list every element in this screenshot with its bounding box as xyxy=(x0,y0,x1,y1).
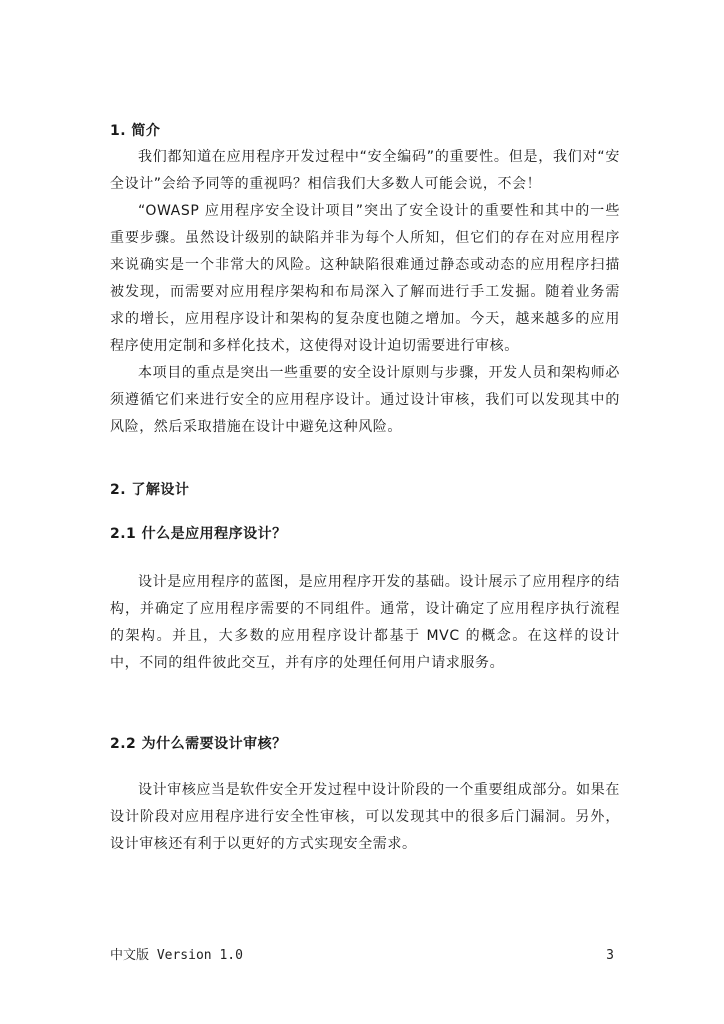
section-heading-understand-design: 2. 了解设计 xyxy=(110,482,190,498)
footer-version: 中文版 Version 1.0 xyxy=(110,948,243,963)
why-review-paragraph: 设计审核应当是软件安全开发过程中设计阶段的一个重要组成部分。如果在设计阶段对应用程序进行安全性审核，可以发现其中的很多后门漏洞。另外，设计审核还有利于以更好的方式实现安全需求。 xyxy=(110,782,620,852)
page-number: 3 xyxy=(606,948,614,963)
intro-paragraph-1: 我们都知道在应用程序开发过程中“安全编码”的重要性。但是，我们对“安全设计”会给予同等的重视吗？相信我们大多数人可能会说，不会！ xyxy=(110,149,620,192)
section-heading-intro: 1. 简介 xyxy=(110,123,161,139)
page-footer xyxy=(110,946,614,966)
subsection-heading-what-is-design: 2.1 什么是应用程序设计？ xyxy=(110,526,287,542)
intro-paragraph-3: 本项目的重点是突出一些重要的安全设计原则与步骤，开发人员和架构师必须遵循它们来进行安全的应用程序设计。通过设计审核，我们可以发现其中的风险，然后采取措施在设计中避免这种风险。 xyxy=(110,365,620,435)
document-body xyxy=(110,118,620,858)
subsection-heading-why-review: 2.2 为什么需要设计审核？ xyxy=(110,736,287,752)
what-is-design-paragraph: 设计是应用程序的蓝图，是应用程序开发的基础。设计展示了应用程序的结构，并确定了应用程序需要的不同组件。通常，设计确定了应用程序执行流程的架构。并且，大多数的应用程序设计都基于 MVC 的概念。在这样的设计中，不同的组件彼此交互，并有序的处理任何用户请求服务。 xyxy=(110,574,620,671)
intro-paragraph-2: “OWASP 应用程序安全设计项目”突出了安全设计的重要性和其中的一些重要步骤。虽然设计级别的缺陷并非为每个人所知，但它们的存在对应用程序来说确实是一个非常大的风险。这种缺陷很难通过静态或动态的应用程序扫描被发现，而需要对应用程序架构和布局深入了解而进行手工发掘。随着业务需求的增长，应用程序设计和架构的复杂度也随之增加。今天，越来越多的应用程序使用定制和多样化技术，这使得对设计迫切需要进行审核。 xyxy=(110,203,620,354)
